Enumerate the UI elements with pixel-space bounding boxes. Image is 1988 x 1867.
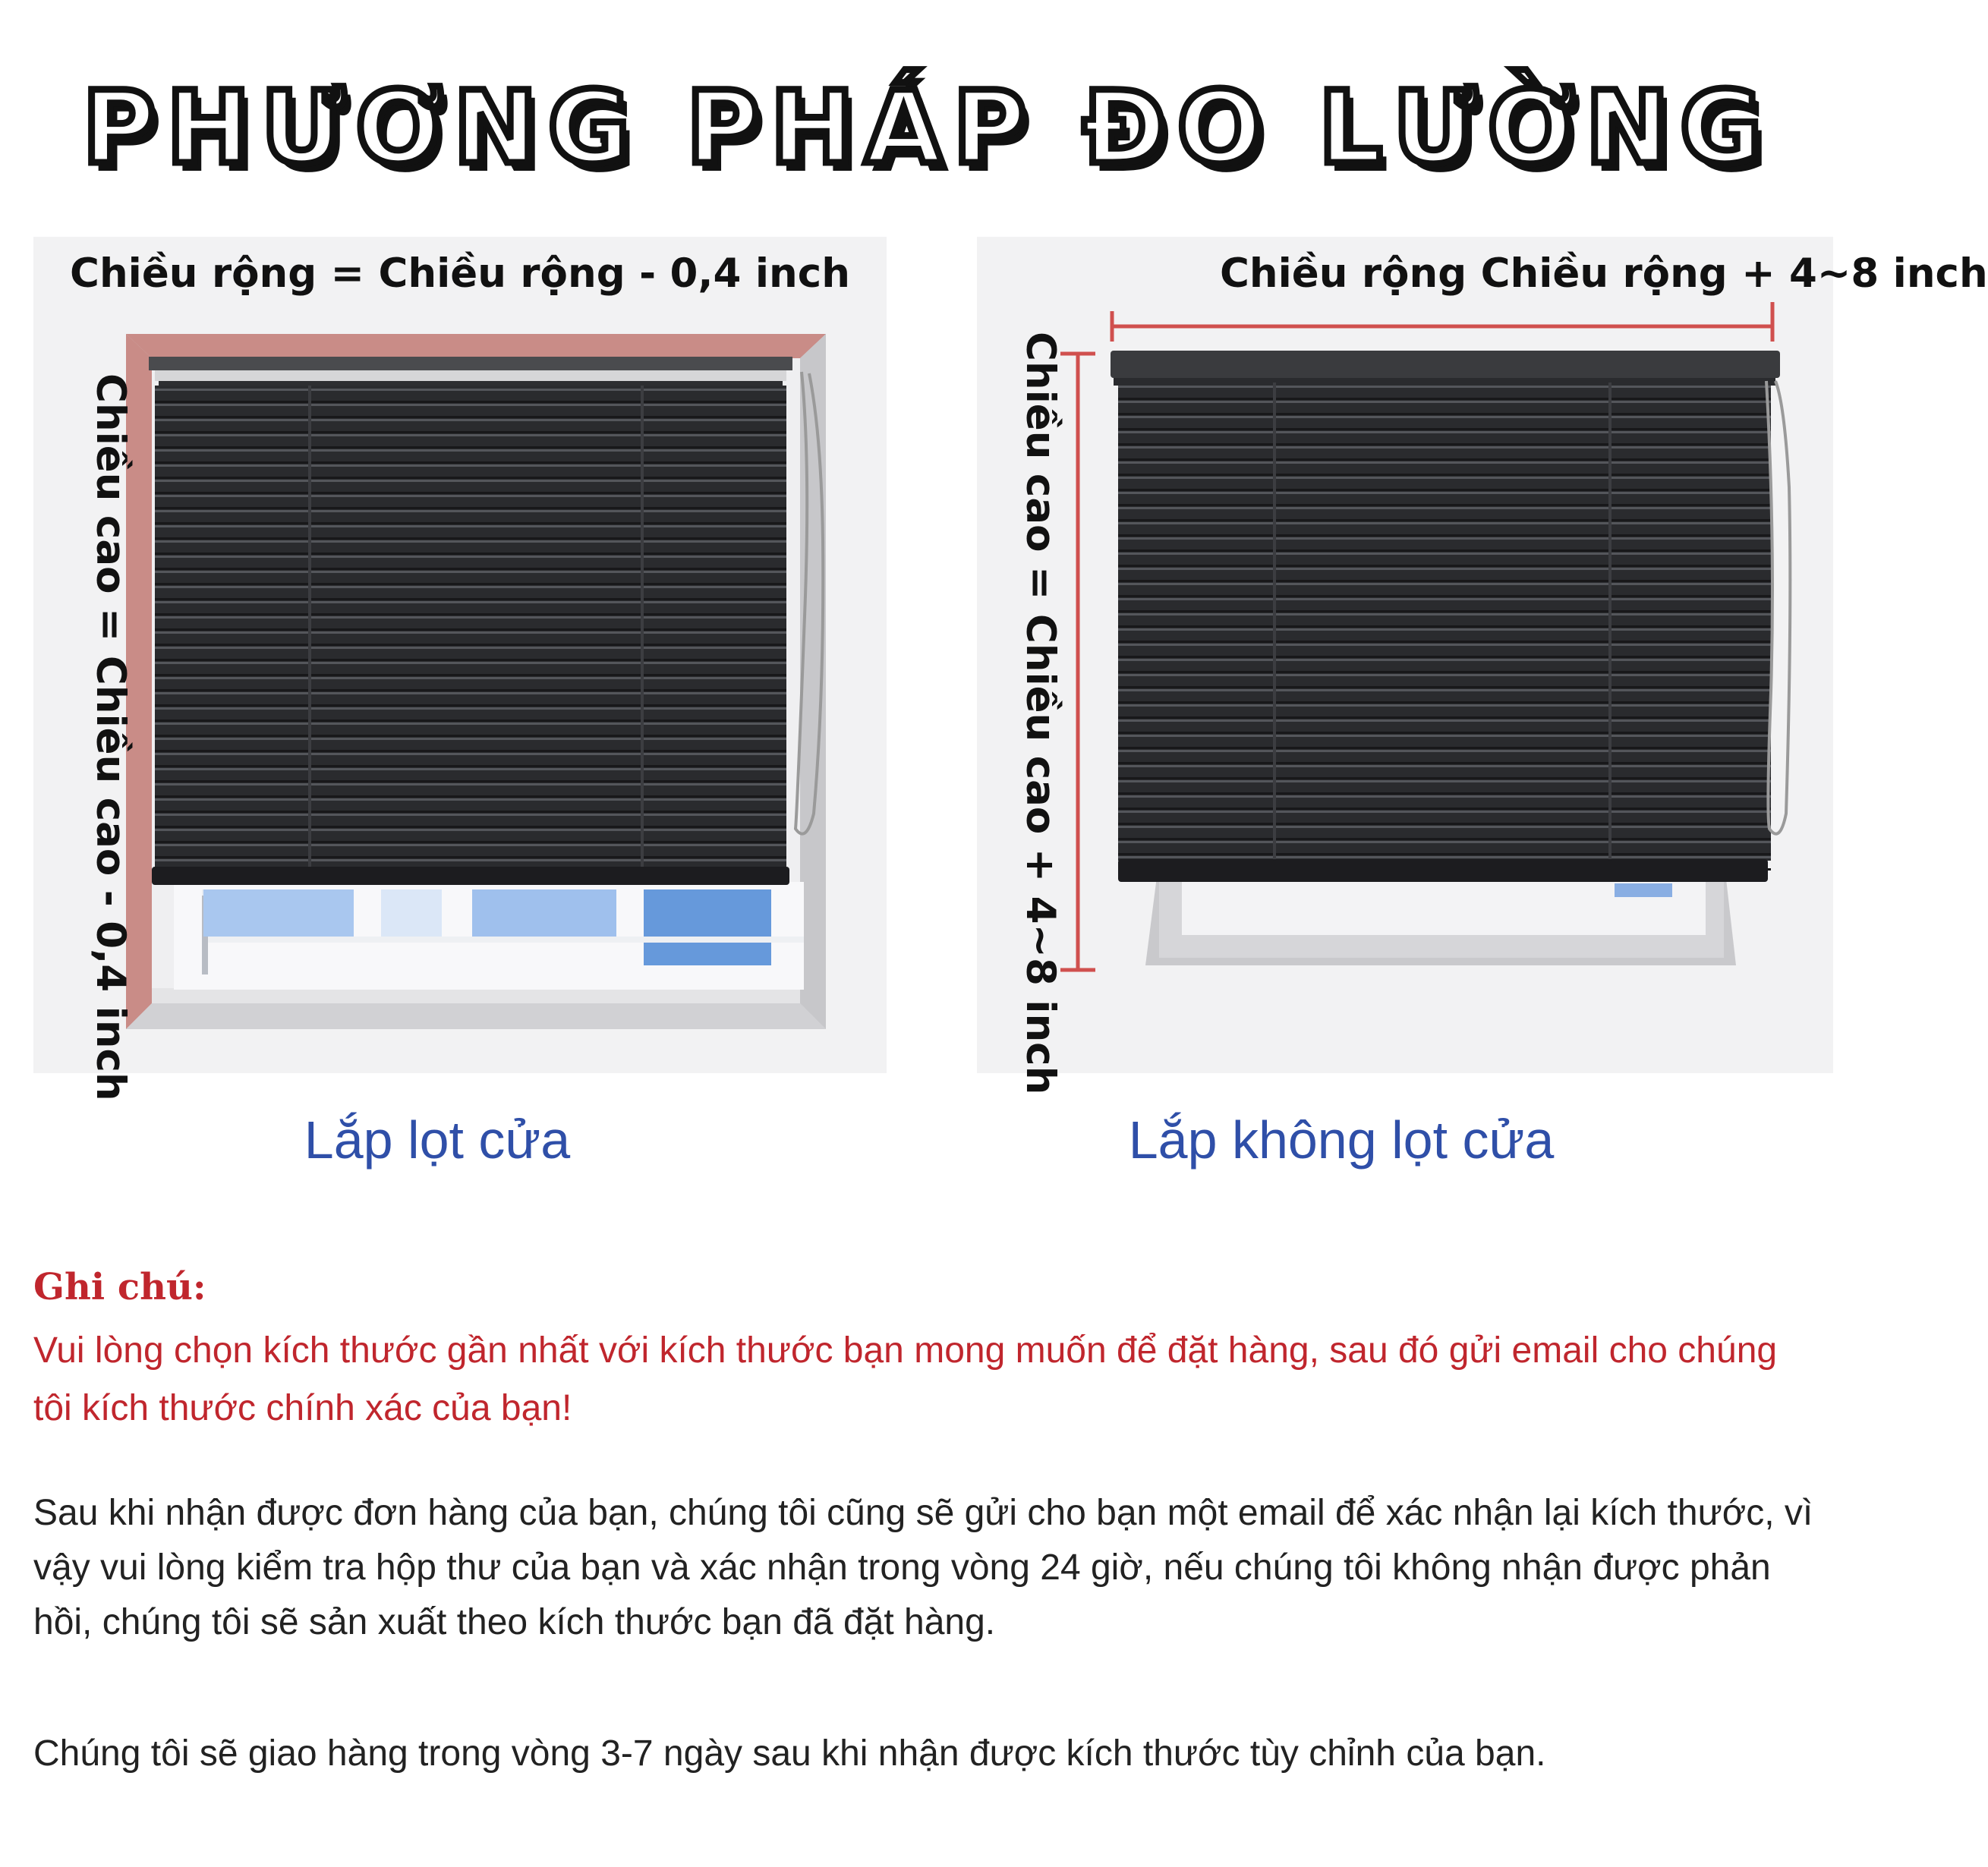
outside-mount-panel — [977, 237, 1988, 1095]
inside-width-label: Chiều rộng = Chiều rộng - 0,4 inch — [70, 250, 850, 297]
outside-mount-illustration — [977, 237, 1833, 1073]
note-heading: Ghi chú: — [33, 1266, 206, 1308]
outside-mount-caption: Lắp không lọt cửa — [1128, 1110, 1555, 1170]
outside-width-label: Chiều rộng Chiều rộng + 4~8 inch — [1220, 250, 1988, 297]
inside-height-label: Chiều cao = Chiều cao - 0,4 inch — [87, 373, 134, 1101]
outside-height-label: Chiều cao = Chiều cao + 4~8 inch — [1017, 332, 1063, 1095]
inside-mount-illustration — [33, 237, 887, 1073]
delivery-time-paragraph: Chúng tôi sẽ giao hàng trong vòng 3-7 ngày sau khi nhận được kích thước tùy chỉnh của bạn. — [33, 1733, 1546, 1774]
inside-mount-caption: Lắp lọt cửa — [304, 1110, 571, 1170]
page-title: PHƯƠNG PHÁP ĐO LƯỜNG — [82, 70, 1773, 187]
note-body: Vui lòng chọn kích thước gần nhất với kích thước bạn mong muốn để đặt hàng, sau đó gửi email cho chúng tôi kích thước chính xác của bạn! — [33, 1330, 1778, 1428]
order-confirmation-paragraph: Sau khi nhận được đơn hàng của bạn, chúng tôi cũng sẽ gửi cho bạn một email để xác nhận lại kích thước, vì vậy vui lòng kiểm tra hộp thư của bạn và xác nhận trong vòng 24 giờ, nếu chúng tôi không nhận được phản hồi, chúng tôi sẽ sản xuất theo kích thước bạn đã đặt hàng. — [33, 1493, 1813, 1642]
inside-mount-panel — [33, 237, 887, 1101]
